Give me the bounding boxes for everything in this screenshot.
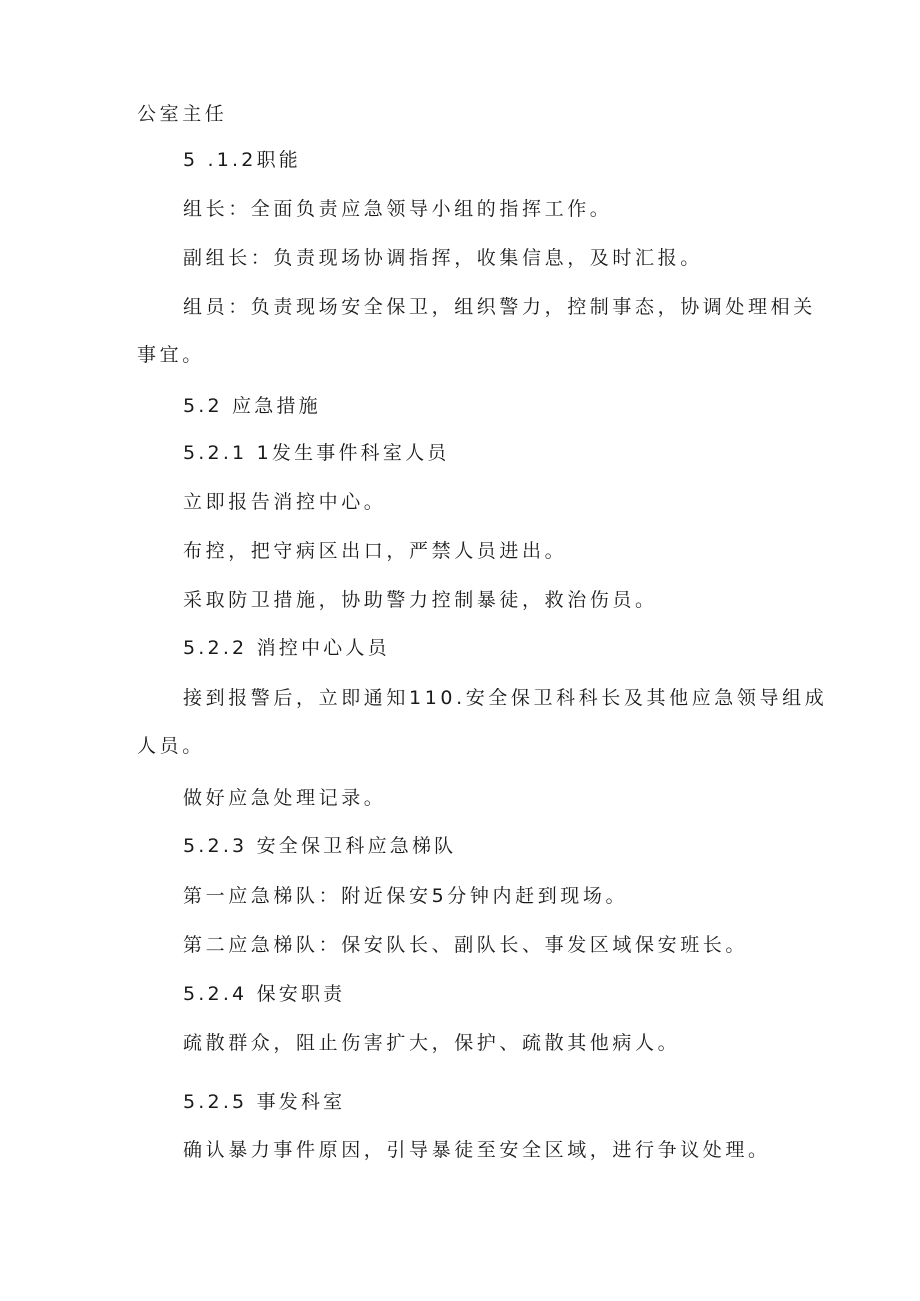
text-line-evacuate-crowd: 疏散群众，阻止伤害扩大，保护、疏散其他病人。	[183, 1032, 681, 1054]
text-line-first-team: 第一应急梯队：附近保安5分钟内赶到现场。	[183, 885, 629, 907]
text-line-defense-measures: 采取防卫措施，协助警力控制暴徒，救治伤员。	[183, 589, 658, 611]
section-heading-5-2-5: 5.2.5 事发科室	[183, 1091, 346, 1113]
section-heading-5-2-4: 5.2.4 保安职责	[183, 983, 346, 1005]
text-line-notify-110: 接到报警后，立即通知110.安全保卫科科长及其他应急领导组成	[183, 687, 828, 709]
text-line-member-duty: 组员：负责现场安全保卫，组织警力，控制事态，协调处理相关	[183, 296, 816, 318]
text-line-report-center: 立即报告消控中心。	[183, 491, 387, 513]
text-line-deputy-leader-duty: 副组长：负责现场协调指挥，收集信息，及时汇报。	[183, 247, 703, 269]
section-heading-5-2-1: 5.2.1 1发生事件科室人员	[183, 442, 450, 464]
text-line-leader-duty: 组长：全面负责应急领导小组的指挥工作。	[183, 198, 613, 220]
text-line-keep-record: 做好应急处理记录。	[183, 787, 387, 809]
text-line-member-duty-cont: 事宜。	[137, 344, 205, 366]
text-line-office-director: 公室主任	[137, 103, 228, 125]
text-line-guard-exits: 布控，把守病区出口，严禁人员进出。	[183, 540, 568, 562]
section-heading-5-1-2: 5 .1.2职能	[183, 149, 301, 171]
text-line-notify-110-cont: 人员。	[137, 735, 205, 757]
section-heading-5-2: 5.2 应急措施	[183, 395, 321, 417]
section-heading-5-2-2: 5.2.2 消控中心人员	[183, 637, 390, 659]
text-line-confirm-cause: 确认暴力事件原因，引导暴徒至安全区域，进行争议处理。	[183, 1139, 771, 1161]
section-heading-5-2-3: 5.2.3 安全保卫科应急梯队	[183, 835, 457, 857]
text-line-second-team: 第二应急梯队：保安队长、副队长、事发区域保安班长。	[183, 934, 749, 956]
